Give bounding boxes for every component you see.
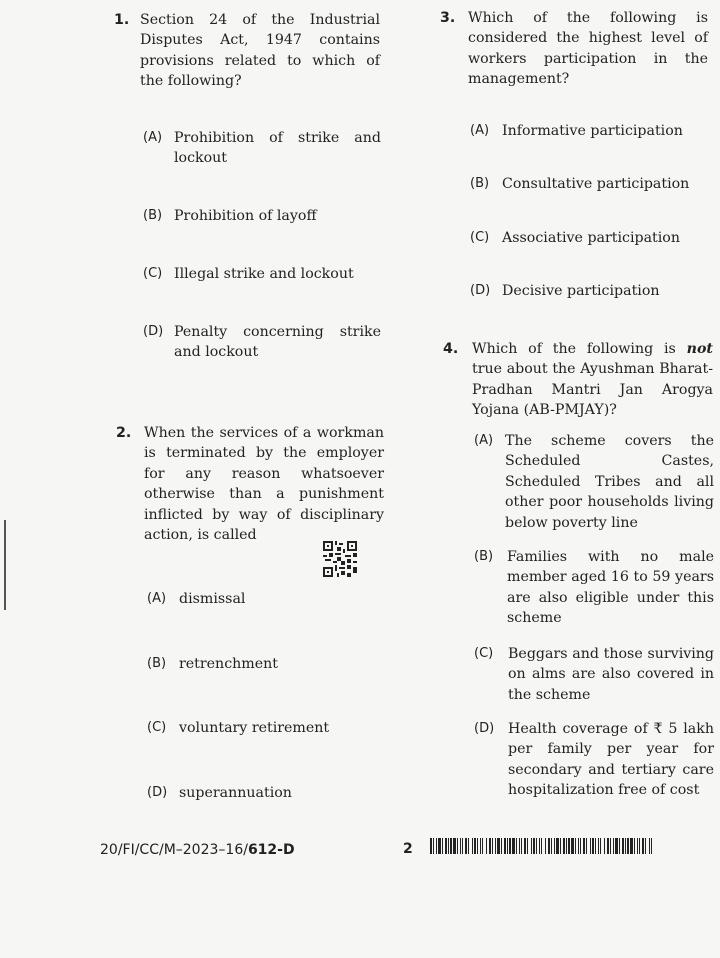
qr-code-icon <box>323 541 357 577</box>
option-text: Illegal strike and lockout <box>174 266 354 282</box>
option-label: (B) <box>143 208 163 223</box>
option-text: dismissal <box>179 591 246 607</box>
question-text-lead: Which of the following is <box>472 341 687 357</box>
option-text: Associative participation <box>502 230 680 246</box>
option-label: (D) <box>470 283 491 298</box>
option-text: Consultative participation <box>502 176 690 192</box>
option-text: Prohibition of strike and lockout <box>174 130 381 167</box>
option-label: (B) <box>470 176 490 191</box>
option-label: (C) <box>143 266 163 281</box>
option-label: (A) <box>143 130 163 145</box>
option-text: Penalty concerning strike and lockout <box>174 324 381 361</box>
booklet-code-suffix: 612-D <box>247 842 295 858</box>
booklet-code-prefix: 20/FI/CC/M–2023–16/ <box>100 842 248 858</box>
question-text: Which of the following is considered the highest level of workers participation in the management? <box>468 10 708 88</box>
question-3 <box>440 8 708 92</box>
booklet-code <box>100 842 295 858</box>
option-label: (A) <box>474 433 494 448</box>
question-text-tail: true about the Ayushman Bharat-Pradhan Mantri Jan Arogya Yojana (AB-PMJAY)? <box>472 361 713 419</box>
option-label: (B) <box>147 656 167 671</box>
option-text: Families with no male member aged 16 to 59 years are also eligible under this scheme <box>507 549 714 627</box>
question-text: Section 24 of the Industrial Disputes Act, 1947 contains provisions related to which of the following? <box>140 12 380 90</box>
option-label: (A) <box>147 591 167 606</box>
option-label: (D) <box>474 721 495 736</box>
option-text: Health coverage of ₹ 5 lakh per family per year for secondary and tertiary care hospitalization free of cost <box>508 721 714 799</box>
option-text: Prohibition of layoff <box>174 208 317 224</box>
question-number: 4. <box>443 341 459 357</box>
question-text-emphasis: not <box>686 341 713 357</box>
question-text <box>472 339 713 421</box>
option-label: (B) <box>474 549 494 564</box>
option-text: voluntary retirement <box>179 720 330 736</box>
option-text: The scheme covers the Scheduled Castes, Scheduled Tribes and all other poor households living below poverty line <box>505 433 714 531</box>
option-text: Informative participation <box>502 123 683 139</box>
question-1 <box>114 10 380 94</box>
question-number: 2. <box>116 425 132 441</box>
option-text: Beggars and those surviving on alms are also covered in the scheme <box>508 646 714 703</box>
question-4 <box>443 339 713 423</box>
option-label: (D) <box>147 785 168 800</box>
option-text: Decisive participation <box>502 283 660 299</box>
question-number: 1. <box>114 12 130 28</box>
option-label: (C) <box>474 646 494 661</box>
option-label: (C) <box>147 720 167 735</box>
option-label: (A) <box>470 123 490 138</box>
barcode-icon <box>430 838 652 854</box>
question-number: 3. <box>440 10 456 26</box>
option-text: retrenchment <box>179 656 278 672</box>
option-label: (D) <box>143 324 164 339</box>
page-number: 2 <box>403 841 413 857</box>
question-2 <box>116 423 384 547</box>
option-text: superannuation <box>179 785 292 801</box>
option-label: (C) <box>470 230 490 245</box>
scan-margin-line <box>4 520 6 610</box>
question-text: When the services of a workman is terminated by the employer for any reason whatsoever otherwise than a punishment inflicted by way of disciplinary action, is called <box>144 425 384 544</box>
